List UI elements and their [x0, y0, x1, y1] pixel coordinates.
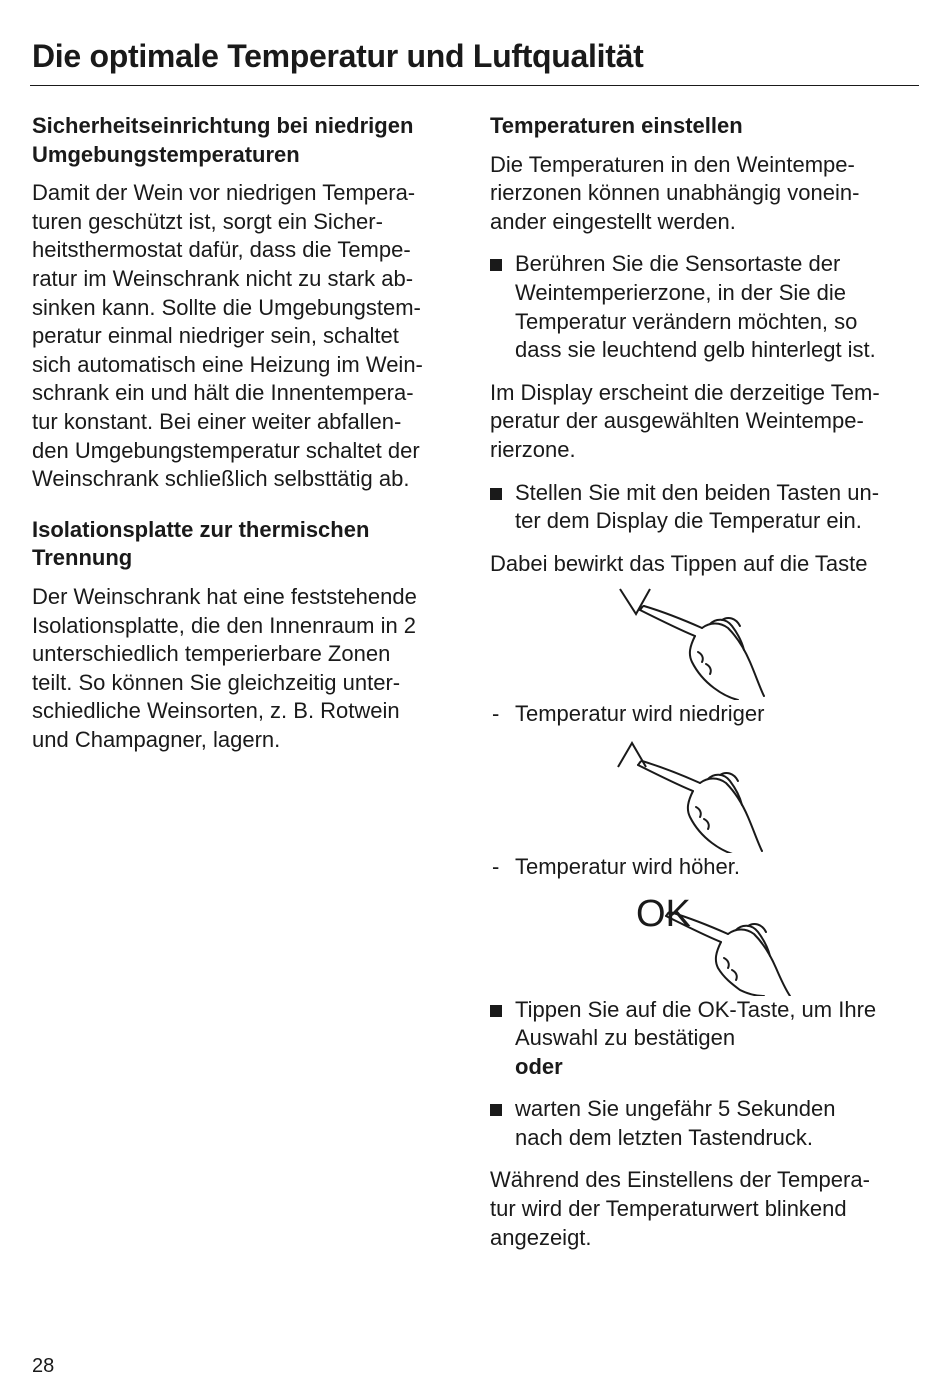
- text-line: sinken kann. Sollte die Umgebungstem-: [32, 294, 421, 320]
- black-square-icon: [490, 488, 502, 500]
- text-line: turen geschützt ist, sorgt ein Sicher-: [32, 208, 383, 234]
- text-line: peratur einmal niedriger sein, schaltet: [32, 323, 399, 349]
- text-line: nach dem letzten Tastendruck.: [515, 1124, 813, 1150]
- text-line: tur wird der Temperaturwert blinkend: [490, 1196, 847, 1222]
- black-square-icon: [490, 1005, 502, 1017]
- dash-item-lower: [490, 700, 930, 729]
- text-line: schrank ein und hält die Innentempera-: [32, 380, 414, 406]
- heading-line: Umgebungstemperaturen: [32, 141, 300, 167]
- heading-safety-device: [32, 112, 472, 169]
- text-line: Berühren Sie die Sensortaste der: [515, 251, 841, 277]
- text-line: Temperatur wird niedriger: [515, 701, 765, 727]
- right-column: [490, 112, 930, 1266]
- paragraph-display: [490, 379, 930, 465]
- text-line: angezeigt.: [490, 1224, 592, 1250]
- text-line: ratur im Weinschrank nicht zu stark ab-: [32, 265, 414, 291]
- text-line: rierzone.: [490, 436, 576, 462]
- text-line: rierzonen können unabhängig vonein-: [490, 180, 860, 206]
- heading-line: Temperaturen einstellen: [490, 113, 743, 138]
- title-divider: [30, 85, 919, 86]
- text-line: Stellen Sie mit den beiden Tasten un-: [515, 479, 880, 505]
- text-line: tur konstant. Bei einer weiter abfallen-: [32, 408, 402, 434]
- text-line: den Umgebungstemperatur schaltet der: [32, 437, 420, 463]
- paragraph-safety-device: [32, 179, 472, 494]
- bullet-item-ok-key: [490, 996, 930, 1082]
- text-line: dass sie leuchtend gelb hinterlegt ist.: [515, 337, 876, 363]
- chevron-up-key-icon: [618, 743, 646, 767]
- text-line: teilt. So können Sie gleichzeitig unter-: [32, 669, 401, 695]
- pointing-hand-icon: [638, 761, 762, 853]
- left-column: [32, 112, 472, 768]
- text-line: Die Temperaturen in den Weintempe-: [490, 151, 855, 177]
- paragraph-tap-key: [490, 550, 930, 579]
- down-key-illustration: [490, 584, 930, 700]
- text-line: Isolationsplatte, die den Innenraum in 2: [32, 612, 417, 638]
- text-line: Im Display erscheint die derzeitige Tem-: [490, 379, 880, 405]
- bullet-item-touch-sensor: [490, 250, 930, 364]
- heading-line: Trennung: [32, 545, 133, 571]
- heading-line: Isolationsplatte zur thermischen: [32, 516, 370, 542]
- black-square-icon: [490, 1104, 502, 1116]
- text-line: Weinschrank schließlich selbsttätig ab.: [32, 466, 410, 492]
- oder-label: oder: [515, 1053, 563, 1079]
- text-line: peratur der ausgewählten Weintempe-: [490, 408, 864, 434]
- bullet-item-set-keys: [490, 479, 930, 536]
- ok-key-illustration: [490, 890, 930, 996]
- paragraph-blinking-value: [490, 1166, 930, 1252]
- text-line: unterschiedlich temperierbare Zonen: [32, 641, 391, 667]
- bullet-item-wait: [490, 1095, 930, 1152]
- dash-mark: -: [492, 701, 500, 727]
- text-line: Temperatur wird höher.: [515, 853, 740, 879]
- pointing-hand-icon: [666, 912, 790, 996]
- dash-mark: -: [492, 853, 500, 879]
- chevron-down-key-icon: [620, 589, 650, 614]
- text-line: schiedliche Weinsorten, z. B. Rotwein: [32, 698, 400, 724]
- pointing-hand-icon: [640, 606, 764, 700]
- text-line: Weintemperierzone, in der Sie die: [515, 279, 846, 305]
- black-square-icon: [490, 259, 502, 271]
- text-line: Während des Einstellens der Tempera-: [490, 1167, 870, 1193]
- text-line: sich automatisch eine Heizung im Wein-: [32, 351, 423, 377]
- paragraph-insulation-plate: [32, 583, 472, 755]
- heading-set-temperatures: [490, 112, 930, 141]
- page-number: 28: [32, 1355, 55, 1377]
- dash-item-higher: [490, 853, 930, 882]
- text-line: Temperatur verändern möchten, so: [515, 308, 858, 334]
- heading-line: Sicherheitseinrichtung bei niedrigen: [32, 113, 414, 138]
- text-line: Der Weinschrank hat eine feststehende: [32, 583, 417, 609]
- text-line: Tippen Sie auf die OK-Taste, um Ihre: [515, 996, 877, 1022]
- ok-key-label: OK: [636, 892, 691, 935]
- text-line: warten Sie ungefähr 5 Sekunden: [515, 1096, 836, 1122]
- text-line: heitsthermostat dafür, dass die Tempe-: [32, 237, 411, 263]
- text-line: Dabei bewirkt das Tippen auf die Taste: [490, 550, 868, 576]
- heading-insulation-plate: [32, 516, 472, 573]
- text-line: Damit der Wein vor niedrigen Tempera-: [32, 180, 416, 206]
- text-line: und Champagner, lagern.: [32, 726, 281, 752]
- up-key-illustration: [490, 737, 930, 853]
- text-line: Auswahl zu bestätigen: [515, 1025, 736, 1051]
- paragraph-intro: [490, 151, 930, 237]
- text-line: ander eingestellt werden.: [490, 208, 736, 234]
- text-line: ter dem Display die Temperatur ein.: [515, 508, 862, 534]
- page-title: Die optimale Temperatur und Luftqualität: [32, 38, 644, 74]
